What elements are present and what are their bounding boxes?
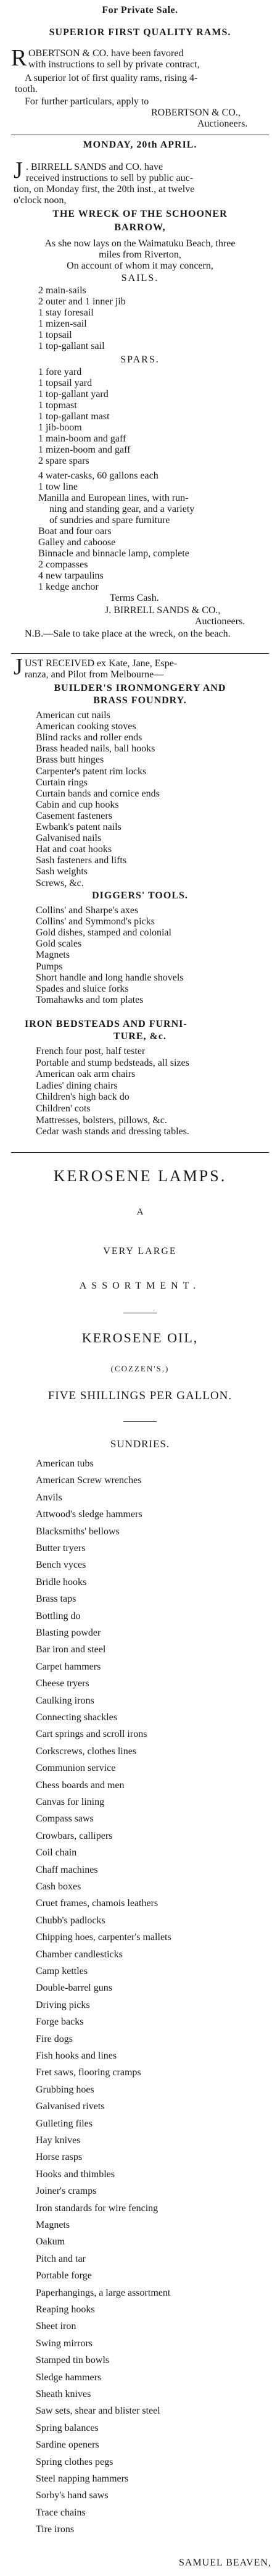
ad-wreck-sail-item: 1 stay foresail: [38, 307, 94, 318]
ad-beaven-section-title: BUILDER'S IRONMONGERY AND: [54, 683, 226, 693]
ad-wreck-sundry-item: 1 kedge anchor: [38, 582, 99, 592]
sundries-heading: SUNDRIES.: [110, 1438, 170, 1450]
list-item: American cooking stoves: [36, 721, 136, 732]
ad-wreck-sundry-item: of sundries and spare furniture: [49, 515, 170, 525]
list-item: Sash fasteners and lifts: [36, 855, 127, 866]
list-item: Portable forge: [36, 2270, 92, 2281]
list-item: Gold scales: [36, 939, 82, 950]
list-item: Coil chain: [36, 1847, 77, 1859]
list-item: Tomahawks and tom plates: [36, 994, 144, 1005]
list-item: Children' cots: [36, 1103, 91, 1114]
list-item: Pitch and tar: [36, 2253, 86, 2264]
ad-rams-heading: For Private Sale.: [102, 5, 178, 15]
list-item: Cash boxes: [36, 1881, 81, 1892]
ad-wreck-intro: o'clock noon,: [14, 195, 67, 206]
ad-wreck-location: As she now lays on the Waimatuku Beach, three: [44, 238, 236, 249]
ad-wreck-signature: J. BIRRELL SANDS & CO.,: [105, 605, 221, 616]
ad-rams-subheading: SUPERIOR FIRST QUALITY RAMS.: [49, 27, 231, 38]
list-item: Cedar wash stands and dressing tables.: [36, 1126, 189, 1137]
kerosene-oil-heading: KEROSENE OIL,: [81, 1330, 199, 1345]
ad-wreck-intro: tion, on Monday first, the 20th inst., at twelve: [14, 184, 195, 194]
list-item: Anvils: [36, 1492, 62, 1503]
list-item: Driving picks: [36, 1999, 90, 2010]
ad-wreck-spar-item: 1 top-gallant yard: [38, 389, 109, 399]
list-item: Camp kettles: [36, 1966, 88, 1976]
list-item: Hat and coat hooks: [36, 844, 112, 855]
ad-wreck-sundry-item: Binnacle and binnacle lamp, complete: [38, 548, 189, 559]
list-item: American cut nails: [36, 710, 110, 721]
ad-beaven-section-title: TURE, &c.: [113, 1031, 167, 1042]
ad-wreck-spar-item: 1 topmast: [38, 400, 77, 411]
list-item: Ewbank's patent nails: [36, 822, 121, 832]
ad-rams-body-line: with instructions to sell by private contract,: [28, 59, 200, 70]
list-item: Corkscrews, clothes lines: [36, 1746, 137, 1757]
ad-wreck-sundry-item: Boat and four oars: [38, 526, 112, 537]
ad-wreck-intro: . BIRRELL SANDS and CO. have: [26, 162, 163, 172]
ad-wreck-spar-item: 1 topsail yard: [38, 378, 93, 388]
list-item: Iron standards for wire fencing: [36, 2202, 159, 2214]
list-item: Carpet hammers: [36, 1661, 101, 1672]
list-item: Brass headed nails, ball hooks: [36, 743, 155, 755]
list-item: Trace chains: [36, 2507, 86, 2518]
ad-wreck-name: BARROW,: [114, 222, 166, 233]
list-item: Chamber candlesticks: [36, 1949, 123, 1960]
ad-wreck-intro: received instructions to sell by public auc-: [26, 173, 194, 183]
ad-wreck-terms: Terms Cash.: [110, 593, 159, 603]
list-item: Butter tryers: [36, 1543, 86, 1554]
list-item: Blind racks and roller ends: [36, 732, 142, 743]
ad-wreck-date: MONDAY, 20th APRIL.: [83, 140, 197, 150]
assortment: ASSORTMENT.: [79, 1281, 201, 1291]
list-item: Cheese tryers: [36, 1678, 89, 1689]
ad-wreck-spar-item: 1 top-gallant mast: [38, 411, 110, 422]
list-item: Fire dogs: [36, 2033, 73, 2044]
ad-wreck-sail-item: 1 mizen-sail: [38, 319, 87, 329]
ad-wreck-sails-heading: SAILS.: [121, 273, 159, 283]
list-item: Sardine openers: [36, 2440, 99, 2451]
list-item: Short handle and long handle shovels: [36, 972, 184, 983]
ad-rams-signature-role: Auctioneers.: [197, 119, 248, 129]
ad-wreck-sail-item: 2 outer and 1 inner jib: [38, 296, 126, 307]
list-item: Magnets: [36, 950, 70, 961]
ad-wreck-spar-item: 2 spare spars: [38, 456, 89, 466]
list-item: Bench vyces: [36, 1560, 86, 1571]
ad-beaven-intro: ranza, and Pilot from Melbourne—: [25, 669, 164, 680]
list-item: Children's high back do: [36, 1092, 130, 1103]
list-item: Chaff machines: [36, 1864, 98, 1875]
list-item: Hooks and thimbles: [36, 2168, 115, 2180]
list-item: Fret saws, flooring cramps: [36, 2067, 141, 2078]
ad-beaven-section-title: IRON BEDSTEADS AND FURNI-: [25, 1019, 187, 1029]
list-item: Stamped tin bowls: [36, 2355, 110, 2366]
list-item: Steel napping hammers: [36, 2474, 129, 2484]
ad-wreck-sundry-item: Galley and caboose: [38, 537, 116, 548]
list-item: Brass taps: [36, 1594, 76, 1605]
list-item: Carpenter's patent rim locks: [36, 766, 147, 777]
ad-rams-dropcap: R: [11, 45, 27, 71]
list-item: Chipping hoes, carpenter's mallets: [36, 1932, 171, 1943]
ad-wreck-sundry-item: ning and standing gear, and a variety: [49, 504, 195, 514]
list-item: Hay knives: [36, 2135, 81, 2146]
list-item: Paperhangings, a large assortment: [36, 2287, 171, 2298]
list-item: Sheath knives: [36, 2389, 91, 2399]
list-item: Reaping hooks: [36, 2304, 95, 2315]
list-item: Chess boards and men: [36, 1779, 125, 1791]
ad-wreck-spar-item: 1 main-boom and gaff: [38, 433, 126, 444]
ad-rams-body-line: OBERTSON & CO. have been favored: [28, 48, 184, 59]
ad-rams-body-line: tooth.: [15, 84, 38, 94]
list-item: Pumps: [36, 961, 63, 972]
list-item: Cruet frames, chamois leathers: [36, 1898, 159, 1909]
list-item: American oak arm chairs: [36, 1069, 136, 1080]
divider: [11, 653, 269, 654]
ad-wreck-spar-item: 1 mizen-boom and gaff: [38, 445, 131, 455]
list-item: Screws, &c.: [36, 877, 84, 889]
list-item: Galvanised nails: [36, 833, 102, 844]
list-item: Bar iron and steel: [36, 1644, 106, 1655]
ad-rams-signature: ROBERTSON & CO.,: [151, 107, 241, 118]
list-item: Canvas for lining: [36, 1797, 105, 1807]
list-item: Sheet iron: [36, 2321, 76, 2332]
list-item: Grubbing hoes: [36, 2084, 94, 2095]
list-item: Spring clothes pegs: [36, 2456, 113, 2467]
very-large: VERY LARGE: [103, 1246, 177, 1257]
ad-wreck-note: N.B.—Sale to take place at the wreck, on the beach.: [25, 629, 231, 639]
list-item: Blasting powder: [36, 1628, 101, 1638]
list-item: Collins' and Sharpe's axes: [36, 905, 139, 916]
ad-wreck-sundry-item: 4 new tarpaulins: [38, 571, 104, 581]
ad-beaven-signature: SAMUEL BEAVEN,: [179, 2557, 272, 2568]
list-item: Oakum: [36, 2236, 65, 2248]
list-item: Cart springs and scroll irons: [36, 1729, 147, 1740]
list-item: Blacksmiths' bellows: [36, 1526, 120, 1537]
ad-wreck-location: On account of whom it may concern,: [67, 261, 213, 271]
list-item: American tubs: [36, 1458, 94, 1469]
ad-wreck-sail-item: 1 top-gallant sail: [38, 341, 105, 351]
list-item: Curtain bands and cornice ends: [36, 788, 160, 799]
list-item: Spades and sluice forks: [36, 983, 129, 994]
ad-wreck-sail-item: 2 main-sails: [38, 285, 86, 296]
list-item: Caulking irons: [36, 1695, 94, 1706]
ad-wreck-title: THE WRECK OF THE SCHOONER: [52, 209, 228, 219]
ad-wreck-sundry-item: 1 tow line: [38, 482, 78, 492]
cozzens: (COZZEN'S,): [110, 1364, 170, 1373]
list-item: Gold dishes, stamped and colonial: [36, 927, 171, 939]
list-item: Swing mirrors: [36, 2338, 93, 2349]
list-item: Brass butt hinges: [36, 755, 104, 766]
list-item: Sorby's hand saws: [36, 2490, 109, 2501]
list-item: Saw sets, shear and blister steel: [36, 2406, 160, 2417]
list-item: Double-barrel guns: [36, 1983, 112, 1994]
ad-beaven-dropcap: J: [14, 654, 23, 680]
list-item: Galvanised rivets: [36, 2101, 105, 2112]
divider: [11, 1152, 269, 1153]
ad-wreck-sundry-item: Manilla and European lines, with run-: [38, 493, 189, 503]
ad-beaven-section-title: DIGGERS' TOOLS.: [92, 890, 188, 901]
ad-rams-body-line: For further particulars, apply to: [25, 96, 149, 107]
list-item: Crowbars, callipers: [36, 1830, 113, 1841]
a-line: A: [136, 1207, 144, 1217]
list-item: Casement fasteners: [36, 810, 112, 821]
list-item: Ladies' dining chairs: [36, 1080, 118, 1091]
ad-wreck-sundry-item: 4 water-casks, 60 gallons each: [38, 470, 159, 481]
list-item: Attwood's sledge hammers: [36, 1509, 142, 1520]
list-item: Sledge hammers: [36, 2372, 102, 2383]
ad-wreck-sundry-item: 2 compasses: [38, 559, 88, 570]
list-item: Forge backs: [36, 2017, 84, 2028]
list-item: Gulleting files: [36, 2118, 93, 2129]
list-item: Joiner's cramps: [36, 2186, 97, 2197]
list-item: Fish hooks and lines: [36, 2051, 117, 2061]
ad-beaven-intro: UST RECEIVED ex Kate, Jane, Espe-: [25, 658, 178, 669]
list-item: Sash weights: [36, 866, 88, 877]
ad-wreck-dropcap: J: [14, 157, 23, 183]
list-item: Collins' and Symmond's picks: [36, 916, 155, 927]
list-item: Curtain rings: [36, 777, 88, 788]
five-shillings: FIVE SHILLINGS PER GALLON.: [47, 1389, 233, 1402]
list-item: Horse rasps: [36, 2152, 83, 2163]
ad-beaven-section-title: BRASS FOUNDRY.: [93, 695, 187, 706]
divider: [123, 1421, 157, 1422]
ad-wreck-spar-item: 1 fore yard: [38, 367, 82, 377]
list-item: American Screw wrenches: [36, 1475, 142, 1486]
ad-rams-body-line: A superior lot of first quality rams, rising 4-: [25, 73, 198, 83]
list-item: Magnets: [36, 2220, 70, 2230]
ad-wreck-spar-item: 1 jib-boom: [38, 422, 82, 433]
list-item: Compass saws: [36, 1813, 94, 1825]
list-item: Portable and stump bedsteads, all sizes: [36, 1057, 189, 1068]
list-item: Communion service: [36, 1763, 116, 1774]
list-item: Mattresses, bolsters, pillows, &c.: [36, 1114, 167, 1126]
list-item: French four post, half tester: [36, 1046, 146, 1056]
list-item: Spring balances: [36, 2422, 99, 2433]
list-item: Tire irons: [36, 2524, 75, 2535]
list-item: Chubb's padlocks: [36, 1915, 105, 1926]
ad-wreck-signature-role: Auctioneers.: [195, 616, 245, 627]
ad-wreck-sail-item: 1 topsail: [38, 330, 72, 340]
list-item: Bottling do: [36, 1610, 81, 1621]
ad-wreck-location: miles from Riverton,: [99, 249, 181, 260]
list-item: Connecting shackles: [36, 1712, 117, 1723]
list-item: Cabin and cup hooks: [36, 799, 119, 810]
list-item: Bridle hooks: [36, 1576, 87, 1587]
ad-wreck-spars-heading: SPARS.: [120, 354, 160, 365]
kerosene-lamps-heading: KEROSENE LAMPS.: [53, 1167, 227, 1185]
